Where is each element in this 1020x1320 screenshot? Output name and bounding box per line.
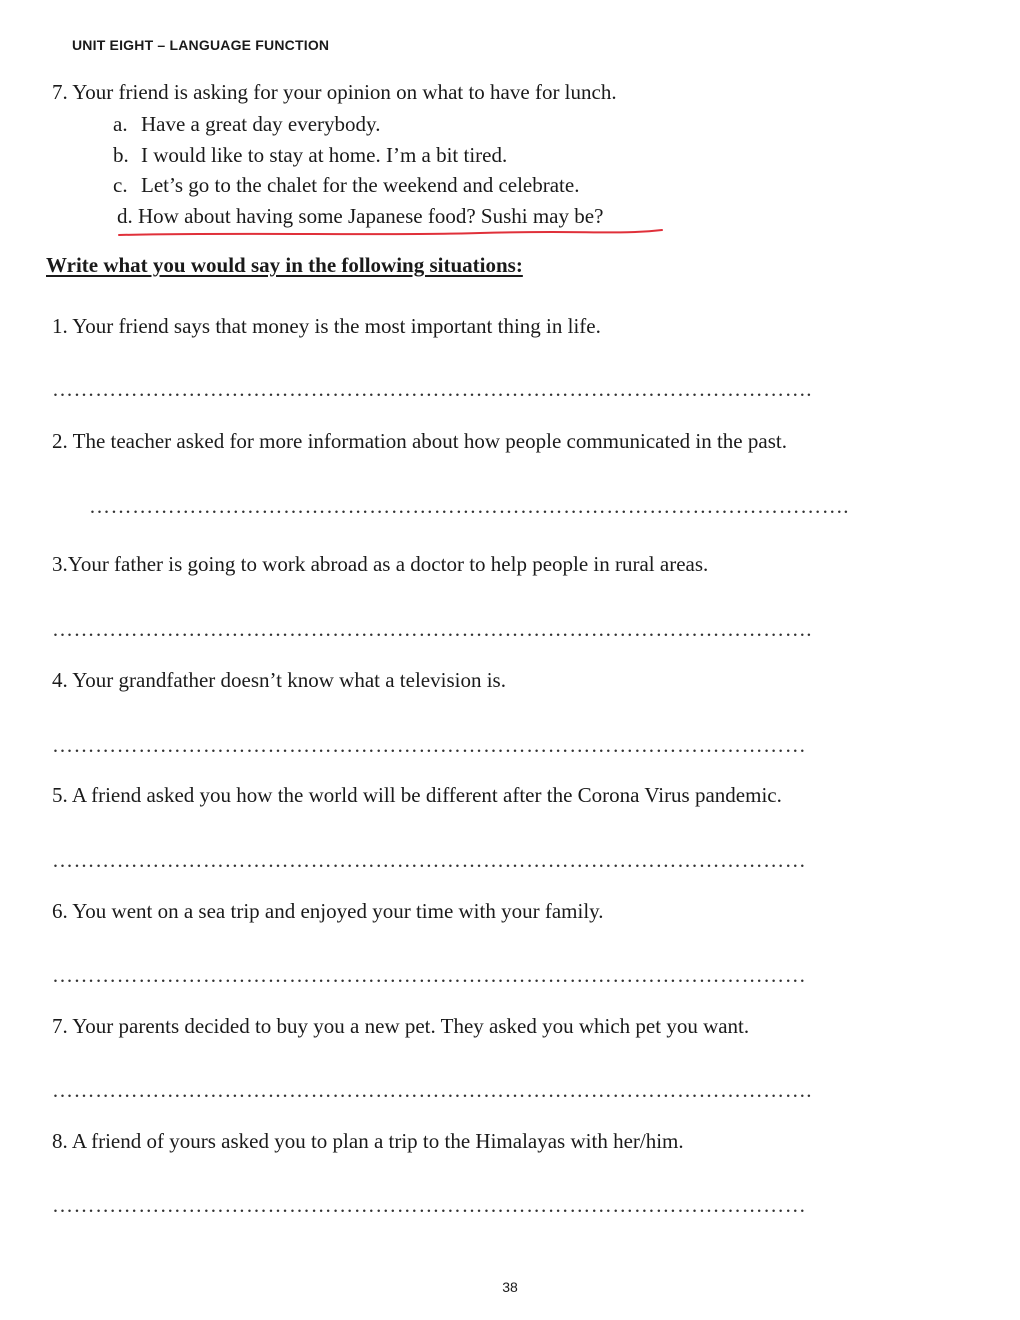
situation-4: 4. Your grandfather doesn’t know what a television is. [52, 668, 506, 692]
situation-1: 1. Your friend says that money is the most important thing in life. [52, 314, 601, 338]
situation-3: 3.Your father is going to work abroad as a doctor to help people in rural areas. [52, 552, 709, 576]
option-text: Have a great day everybody. [141, 112, 381, 136]
answer-line-8[interactable]: …………………………………………………………………………………………… [52, 1193, 807, 1217]
answer-line-2[interactable]: ……………………………………………………………………………………………. [89, 494, 850, 518]
situation-7: 7. Your parents decided to buy you a new pet. They asked you which pet you want. [52, 1014, 750, 1038]
mcq-option-b [113, 143, 507, 167]
situation-5: 5. A friend asked you how the world will be different after the Corona Virus pandemic. [52, 783, 782, 807]
section-title: Write what you would say in the following situations: [46, 253, 523, 277]
option-text: I would like to stay at home. I’m a bit tired. [141, 143, 508, 167]
answer-line-5[interactable]: …………………………………………………………………………………………… [52, 848, 807, 872]
answer-line-7[interactable]: ……………………………………………………………………………………………. [52, 1078, 813, 1102]
option-label: c. [113, 173, 128, 197]
mcq-question: 7. Your friend is asking for your opinion on what to have for lunch. [52, 80, 617, 104]
answer-line-3[interactable]: ……………………………………………………………………………………………. [52, 617, 813, 641]
mcq-option-c [113, 173, 579, 197]
page-number: 38 [502, 1279, 518, 1295]
answer-line-6[interactable]: …………………………………………………………………………………………… [52, 963, 807, 987]
option-text: How about having some Japanese food? Sushi may be? [138, 204, 604, 228]
option-label: a. [113, 112, 128, 136]
situation-6: 6. You went on a sea trip and enjoyed your time with your family. [52, 899, 604, 923]
answer-line-1[interactable]: ……………………………………………………………………………………………. [52, 377, 813, 401]
mcq-option-a [113, 112, 380, 136]
option-label: b. [113, 143, 129, 167]
mcq-option-d-selected [117, 204, 603, 228]
option-label: d. [117, 204, 133, 228]
option-text: Let’s go to the chalet for the weekend and celebrate. [141, 173, 580, 197]
red-underline-stroke [119, 230, 662, 235]
situation-2: 2. The teacher asked for more information about how people communicated in the past. [52, 429, 787, 453]
answer-line-4[interactable]: …………………………………………………………………………………………… [52, 733, 807, 757]
unit-header: UNIT EIGHT – LANGUAGE FUNCTION [72, 37, 330, 53]
situation-8: 8. A friend of yours asked you to plan a trip to the Himalayas with her/him. [52, 1129, 684, 1153]
